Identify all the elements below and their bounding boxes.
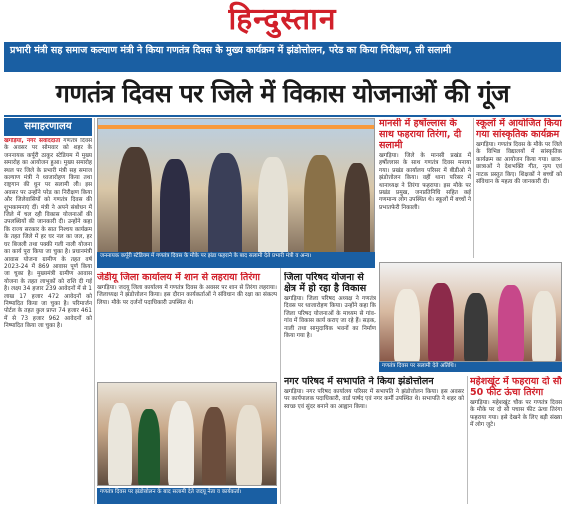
story-schools-headline: स्कूलों में आयोजित किया गया सांस्कृतिक कार्यक्रम [476,118,562,140]
jdu-photo [97,382,277,486]
column-divider [467,376,468,504]
person-figure [394,289,420,362]
masthead-title: हिन्दुस्तान [228,2,337,37]
story-zila-parishad [284,272,376,372]
story-zila-parishad-headline: जिला परिषद योजना से क्षेत्र में हो रहा है विकास [284,272,367,294]
left-column-story [4,138,92,504]
main-photo [97,118,375,260]
story-jdu-headline: जेडीयू जिला कार्यालय में शान से लहराया तिरंगा [97,272,261,283]
story-nagar-parishad [284,376,464,504]
story-schools-text: खगड़िया। गणतंत्र दिवस के मौके पर जिले के विभिन्न विद्यालयों में सांस्कृतिक कार्यक्रम का आयोजन किया गया। छात्र-छात्राओं ने देशभक्ति गीत, नृत्य एवं नाटक प्रस्तुत किए। शिक्षकों ने बच्चों को संविधान के महत्व की जानकारी दी। [476,142,562,186]
right-mid-photo [379,262,562,362]
newspaper-masthead [0,0,565,40]
person-figure [304,155,336,260]
person-figure [464,293,488,362]
story-maheshkhunt [470,376,562,504]
main-photo-caption: जननायक कर्पूरी स्टेडियम में गणतंत्र दिवस के मौके पर झंडा फहराने के बाद सलामी देते प्रभारी मंत्री व अन्य। [97,252,375,268]
story-maheshkhunt-text: खगड़िया। महेशखूंट चौक पर गणतंत्र दिवस के मौके पर दो सौ पचास फीट ऊंचा तिरंगा फहराया गया। इसे देखने के लिए बड़ी संख्या में लोग जुटे। [470,400,562,429]
divider [4,115,561,117]
column-divider [94,118,95,504]
jdu-photo-caption: गणतंत्र दिवस पर झंडोत्तोलन के बाद सलामी देते जदयू नेता व कार्यकर्ता। [97,488,277,504]
story-schools [476,118,562,258]
page-headline: गणतंत्र दिवस पर जिले में विकास योजनाओं की गूंज [55,79,510,108]
column-divider [280,268,281,504]
story-jdu [97,272,277,380]
person-figure [160,159,190,260]
story-nagar-parishad-headline: नगर परिषद में सभापति ने किया झंडोत्तोलन [284,376,434,387]
story-mansi [379,118,471,258]
strapline: प्रभारी मंत्री सह समाज कल्याण मंत्री ने किया गणतंत्र दिवस के मुख्य कार्यक्रम में झंडोत्तोलन, परेड का किया निरीक्षण, ली सलामी [4,42,561,72]
person-figure [344,163,370,260]
right-mid-photo-caption: गणतंत्र दिवस पर सलामी देते अतिथि। [379,362,562,372]
section-label: समाहरणालय [4,118,92,136]
story-maheshkhunt-headline: महेशखूंट में फहराया दो सौ 50 फीट ऊंचा तिरंगा [470,376,562,398]
story-mansi-headline: मानसी में हर्षोल्लास के साथ फहराया तिरंगा, दी सलामी [379,118,462,151]
person-figure [532,291,556,362]
person-figure [498,285,524,362]
person-figure [168,401,194,486]
tricolor-orange [98,125,375,129]
person-figure [258,157,288,260]
column-divider [473,118,474,258]
left-column-text: गणतंत्र दिवस के अवसर पर सोमवार को शहर के जननायक कर्पूरी ठाकुर स्टेडियम में मुख्य समारोह का आयोजन हुआ। मुख्य समारोह स्थल पर जिले के प्रभारी मंत्री सह समाज कल्याण मंत्री ने ध्वजारोहण किया तथा राष्ट्रगान की धुन पर सलामी ली। इस अवसर पर उन्होंने परेड का निरीक्षण किया और जिलेवासियों को गणतंत्र दिवस की शुभकामनाएं दीं। मंत्री ने अपने संबोधन में जिले में चल रही विकास योजनाओं की उपलब्धियों की जानकारी दी। उन्होंने कहा कि राज्य सरकार के सात निश्चय कार्यक्रम के तहत जिले में हर घर नल का जल, हर घर बिजली तथा पक्की गली नाली योजना का कार्य पूरा किया जा चुका है। प्रधानमंत्री आवास योजना ग्रामीण के तहत वर्ष 2023-24 में 869 आवास पूर्ण किया जा चुका है। मुख्यमंत्री ग्रामीण आवास योजना के तहत लाभुकों को राशि दी गई है। लक्ष्य 34 हजार 239 आवेदनों में से 1 लाख 17 हजार 472 आवेदनों को निष्पादित किया जा चुका है। परिमार्जन पोर्टल के तहत कुल प्राप्त 74 हजार 461 में से 73 हजार 962 आवेदनों को निष्पादित किया जा चुका है। [4,138,92,330]
person-figure [428,283,454,362]
person-figure [108,403,132,486]
story-jdu-text: खगड़िया। जदयू जिला कार्यालय में गणतंत्र दिवस के अवसर पर शान से तिरंगा लहराया। जिलाध्यक्ष ने झंडोत्तोलन किया। इस दौरान कार्यकर्ताओं ने संविधान की रक्षा का संकल्प लिया। मौके पर दर्जनों पदाधिकारी उपस्थित थे। [97,285,277,306]
story-zila-parishad-text: खगड़िया। जिला परिषद अध्यक्ष ने गणतंत्र दिवस पर ध्वजारोहण किया। उन्होंने कहा कि जिला परिषद योजनाओं के माध्यम से गांव-गांव में विकास कार्य कराए जा रहे हैं। सड़क, नाली तथा सामुदायिक भवनों का निर्माण किया गया है। [284,296,376,340]
story-mansi-text: खगड़िया। जिले के मानसी प्रखंड में हर्षोल्लास के साथ गणतंत्र दिवस मनाया गया। प्रखंड कार्यालय परिसर में बीडीओ ने झंडोत्तोलन किया। वहीं थाना परिसर में थानाध्यक्ष ने तिरंगा फहराया। इस मौके पर प्रखंड प्रमुख, जनप्रतिनिधि सहित कई गणमान्य लोग उपस्थित थे। स्कूलों में बच्चों ने प्रभातफेरी निकाली। [379,153,471,211]
person-figure [202,407,226,486]
person-figure [236,405,262,486]
story-nagar-parishad-text: खगड़िया। नगर परिषद कार्यालय परिसर में सभापति ने झंडोत्तोलन किया। इस अवसर पर कार्यपालक पदाधिकारी, वार्ड पार्षद एवं नगर कर्मी उपस्थित थे। सभापति ने शहर को स्वच्छ एवं सुंदर बनाने का आह्वान किया। [284,389,464,410]
dateline: खगड़िया, नगर संवाददाता [4,138,61,144]
person-figure [138,409,160,486]
person-figure [208,153,242,260]
person-figure [118,147,152,260]
